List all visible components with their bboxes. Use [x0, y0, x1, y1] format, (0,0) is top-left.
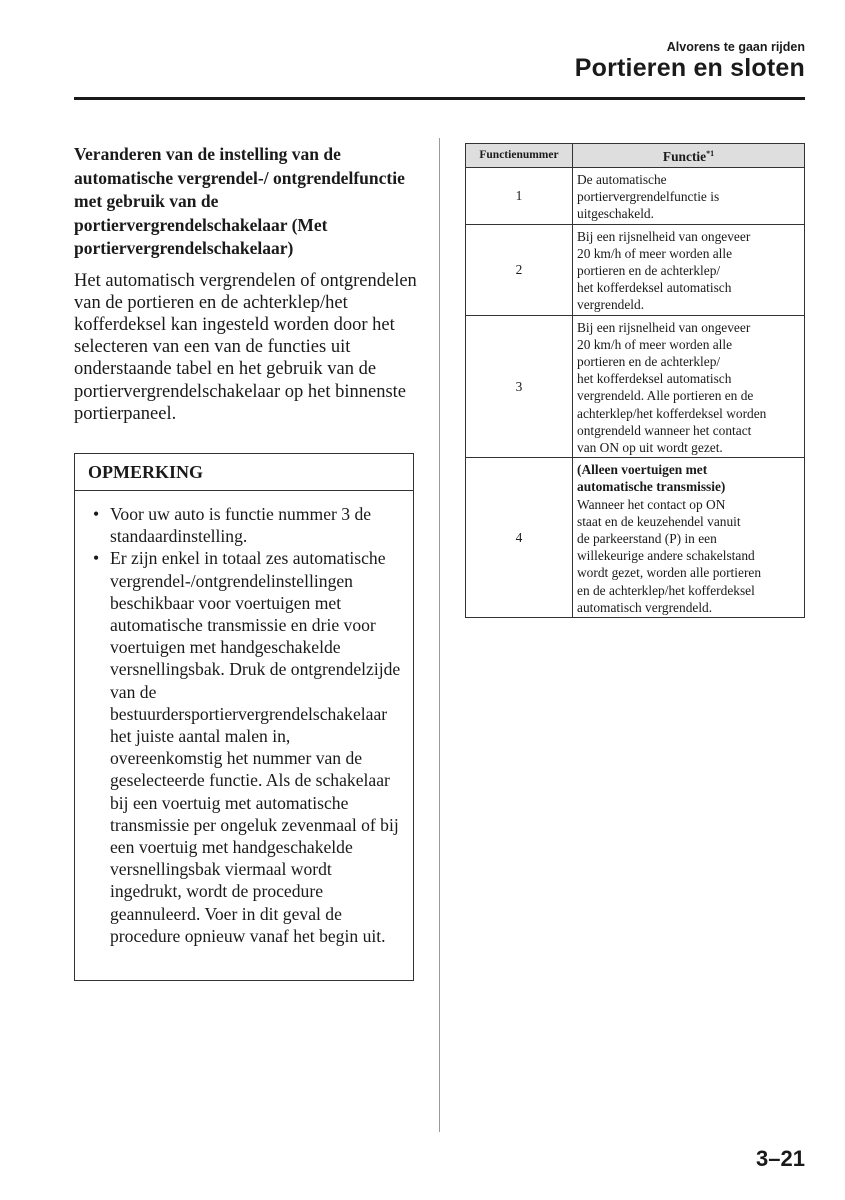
column-header-number: Functienummer: [466, 144, 573, 168]
left-column: [74, 143, 419, 425]
description-line: Bij een rijsnelheid van ongeveer: [577, 228, 751, 244]
function-description-cell: [573, 458, 805, 618]
description-line-bold: automatische transmissie): [577, 479, 726, 495]
note-item-text: Er zijn enkel in totaal zes automatische vergrendel-/ontgrendelinstellingen beschikbaar voor voertuigen met automatische transmissie en drie voor voertuigen met handgeschakelde versnellingsbak. Druk de ontgrendelzijde van de bestuurdersportiervergrendelschakelaar het juiste aantal malen in, overeenkomstig het nummer van de geselecteerde functie. Als de schakelaar bij een voertuig met automatische transmissie per ongeluk zevenmaal of bij een voertuig met handgeschakelde versnellingsbak viermaal wordt ingedrukt, wordt de procedure geannuleerd. Voer in dit geval de procedure opnieuw vanaf het begin uit.: [110, 548, 401, 946]
table-header-row: [466, 144, 805, 168]
function-number-cell: 1: [466, 168, 573, 225]
function-table: [465, 143, 805, 618]
column-divider: [439, 138, 440, 1132]
header-rule: [74, 97, 805, 100]
description-line: het kofferdeksel automatisch: [577, 371, 732, 387]
body-paragraph: Het automatisch vergrendelen of ontgrendelen van de portieren en de achterklep/het kofferdeksel kan ingesteld worden door het selecteren van een van de functies uit onderstaande tabel en het gebruik van de portiervergrendelschakelaar op het binnenste portierpaneel.: [74, 270, 417, 424]
table-body: [466, 168, 805, 618]
description-line: portieren en de achterklep/: [577, 263, 721, 279]
note-box: [74, 453, 414, 981]
description-line: 20 km/h of meer worden alle: [577, 336, 733, 352]
description-line: Bij een rijsnelheid van ongeveer: [577, 319, 751, 335]
note-title: OPMERKING: [75, 454, 413, 491]
running-header-section: Alvorens te gaan rijden: [666, 40, 805, 54]
page-title: Portieren en sloten: [574, 54, 805, 82]
description-line: en de achterklep/het kofferdeksel: [577, 582, 755, 598]
description-line: uitgeschakeld.: [577, 206, 654, 222]
description-line: vergrendeld.: [577, 297, 645, 313]
function-description-cell: [573, 315, 805, 458]
description-line: De automatische: [577, 172, 667, 187]
function-number-cell: 3: [466, 315, 573, 458]
description-line: achterklep/het kofferdeksel worden: [577, 405, 767, 421]
description-line: ontgrendeld wanneer het contact: [577, 422, 752, 438]
description-line: vergrendeld. Alle portieren en de: [577, 388, 754, 404]
note-item: [91, 547, 407, 947]
table-row: [466, 168, 805, 225]
description-line: portieren en de achterklep/: [577, 354, 721, 370]
page-number: 3–21: [756, 1146, 805, 1171]
table-row: [466, 224, 805, 315]
description-line: wordt gezet, worden alle portieren: [577, 565, 762, 581]
function-description-cell: [573, 224, 805, 315]
description-line: portiervergrendelfunctie is: [577, 189, 720, 205]
table-row: [466, 315, 805, 458]
description-line: automatisch vergrendeld.: [577, 599, 713, 615]
description-line: van ON op uit wordt gezet.: [577, 440, 723, 456]
function-number-cell: 2: [466, 224, 573, 315]
column-header-function-label: Functie: [662, 149, 707, 165]
bullet-icon: •: [93, 504, 100, 524]
note-list: [75, 491, 413, 947]
function-number-cell: 4: [466, 458, 573, 618]
note-item-text: Voor uw auto is functie nummer 3 de standaardinstelling.: [110, 504, 372, 547]
description-line: staat en de keuzehendel vanuit: [577, 513, 741, 529]
section-heading: Veranderen van de instelling van de automatische vergrendel-/ ontgrendelfunctie met gebruik van de portiervergrendelschakelaar (Met portiervergrendelschakelaar): [74, 144, 405, 258]
table-row: [466, 458, 805, 618]
description-line: willekeurige andere schakelstand: [577, 548, 755, 564]
bullet-icon: •: [93, 548, 100, 569]
description-line: het kofferdeksel automatisch: [577, 280, 732, 296]
description-line: Wanneer het contact op ON: [577, 496, 726, 512]
footnote-marker: *1: [706, 149, 715, 159]
note-item: [91, 503, 407, 547]
description-line: 20 km/h of meer worden alle: [577, 245, 733, 261]
description-line-bold: (Alleen voertuigen met: [577, 462, 708, 478]
function-description-cell: [573, 168, 805, 225]
description-line: de parkeerstand (P) in een: [577, 531, 717, 547]
column-header-function: [573, 144, 805, 168]
